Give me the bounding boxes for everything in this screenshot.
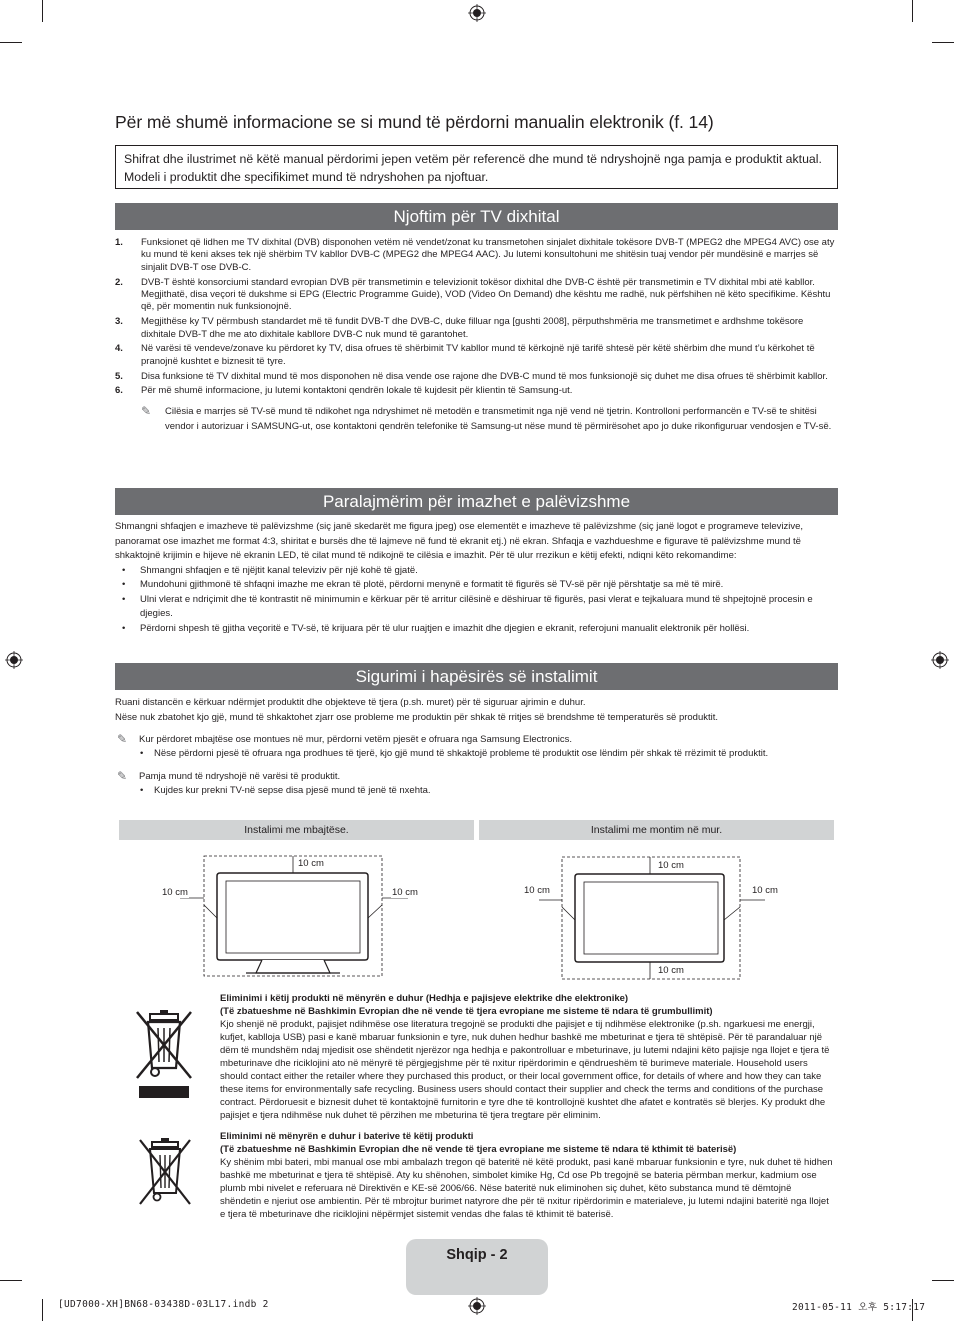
- list-item: [115, 622, 840, 637]
- intro-paragraph: Shmangni shfaqjen e imazheve të palëvizshme (siç janë skedarët me figura jpeg) ose elementët e imazheve të palëvizshme (siç janë logot e programeve televizive, panoramat ose imazhet me format 4:3, shiritat e bursës dhe të lajmeve në fund të ekranit etj.) në ekran. Shfaqja e vazhdueshme e figurave të palëvizshme mund të shkaktojnë krijimin e hijeve në ekranin LED, të cilat mund të ndikojnë te cilësia e imazhit. Për të ulur rrezikun e këtij efekti, ndiqni këto rekomandime:: [115, 521, 804, 561]
- crop-mark: [0, 42, 22, 43]
- pencil-note-icon: ✎: [141, 403, 152, 418]
- weee-disposal-text: [220, 992, 835, 1122]
- registration-mark-icon: [931, 651, 949, 669]
- reception-note: [117, 404, 840, 434]
- installation-body: [115, 696, 840, 798]
- crossed-bin-icon: [133, 1008, 195, 1100]
- disposal-title: Eliminimi në mënyrën e duhur i baterive të këtij produkti: [220, 1131, 474, 1142]
- crossed-battery-bin-icon: [137, 1136, 193, 1210]
- crop-mark: [912, 0, 913, 22]
- bullet-text: Përdorni shpesh të gjitha veçoritë e TV-së, të krijuara për të ulur ruajtjen e imazhit dhe djegien e ekranit, referojuni manualit elektronik për hollësi.: [140, 622, 750, 634]
- pencil-note-icon: ✎: [117, 732, 128, 746]
- disclaimer-box: Shifrat dhe ilustrimet në këtë manual përdorimi jepen vetëm për referencë dhe mund të ndryshojnë nga pamja e produktit aktual. Modeli i produktit dhe specifikimet mund të ndryshohen pa njoftuar.: [115, 145, 838, 189]
- list-item: [115, 578, 840, 593]
- item-text: Për më shumë informacione, ju lutemi kontaktoni qendrën lokale të kujdesit për klientin të Samsung-ut.: [141, 385, 573, 397]
- stand-installation-diagram: [150, 845, 440, 980]
- intro-paragraph: Ruani distancën e kërkuar ndërmjet produktit dhe objekteve të tjera (p.sh. muret) për të siguruar ajrimin e duhur.: [115, 697, 586, 708]
- disposal-title: Eliminimi i këtij produkti në mënyrën e duhur (Hedhja e pajisjeve elektrike dhe elektronike): [220, 993, 629, 1004]
- item-number: 4.: [115, 343, 123, 355]
- item-text: Funksionet që lidhen me TV dixhital (DVB) disponohen vetëm në vendet/zonat ku transmetohen sinjalet dixhitale tokësore DVB-T (MPEG2 dhe MPEG4 AVC) ose aty ku mund të keni akses tek një shërbim TV kabllor DVB-C (MPEG2 dhe MPEG4 AAC). Ju lutemi konsultohuni me shitësin tuaj vendor për mundësinë e marrjes së sinjalit DVB-T ose DVB-C.: [141, 237, 835, 273]
- footer-timestamp: 2011-05-11 오후 5:17:17: [792, 1302, 926, 1313]
- item-number: 1.: [115, 237, 123, 248]
- page-number: Shqip - 2: [446, 1247, 508, 1263]
- bullet-icon: •: [122, 622, 126, 634]
- clearance-top-label: 10 cm: [658, 860, 684, 871]
- list-item: [115, 385, 840, 397]
- list-item: [115, 593, 840, 622]
- battery-disposal-text: [220, 1130, 835, 1221]
- note-text: Pamja mund të ndryshojë në varësi të produktit.: [139, 770, 341, 782]
- digital-tv-list: [115, 237, 840, 434]
- section-heading-digital-tv: Njoftim për TV dixhital: [115, 203, 838, 230]
- bullet-icon: •: [140, 748, 144, 759]
- item-number: 2.: [115, 276, 123, 288]
- crop-mark: [0, 1280, 22, 1281]
- bullet-icon: •: [122, 579, 126, 590]
- bullet-icon: •: [140, 784, 144, 796]
- list-item: [115, 237, 840, 274]
- bullet-text: Kujdes kur prekni TV-në sepse disa pjesë mund të jenë të nxehta.: [154, 784, 431, 796]
- list-item: [115, 371, 840, 383]
- list-item: [115, 316, 840, 341]
- section-heading-installation-space: Sigurimi i hapësirës së instalimit: [115, 663, 838, 690]
- bullet-icon: •: [122, 564, 126, 576]
- disposal-subtitle: (Të zbatueshme në Bashkimin Evropian dhe në vende të tjera evropiane me sisteme të ndara të grumbullimit): [220, 1006, 713, 1017]
- list-item: [115, 343, 840, 368]
- item-text: Disa funksione të TV dixhital mund të mos disponohen në disa vende ose rajone dhe DVB-C mund të mos funksionojë siç duhet me disa ofrues të shërbimit kabllor.: [141, 370, 828, 382]
- list-item: [115, 564, 840, 579]
- clearance-left-label: 10 cm: [524, 885, 550, 896]
- bullet-icon: •: [122, 593, 126, 605]
- item-text: Në varësi të vendeve/zonave ku përdoret ky TV, disa ofrues të shërbimit TV kabllor mund të kërkojnë një tarifë shtesë për këtë shërbim dhe mund t’u kërkohet të pranojnë kushtet e biznesit të tyre.: [141, 343, 815, 367]
- clearance-right-label: 10 cm: [392, 887, 418, 898]
- bullet-text: Nëse përdorni pjesë të ofruara nga prodhues të tjerë, kjo gjë mund të shkaktojë probleme të produktit ose lëndim për shkak të rrëzimit të produktit.: [154, 748, 769, 759]
- item-number: 6.: [115, 385, 123, 397]
- appearance-note: [115, 769, 840, 784]
- item-number: 3.: [115, 316, 123, 328]
- registration-mark-icon: [468, 1297, 486, 1315]
- bullet-text: Shmangni shfaqjen e të njëjtit kanal televiziv për një kohë të gjatë.: [140, 564, 418, 576]
- stand-installation-label: Instalimi me mbajtëse.: [119, 820, 474, 840]
- list-item: [115, 277, 840, 314]
- still-images-body: [115, 520, 840, 636]
- crop-mark: [932, 1280, 954, 1281]
- clearance-right-label: 10 cm: [752, 885, 778, 896]
- section-heading-still-images: Paralajmërim për imazhet e palëvizshme: [115, 488, 838, 515]
- clearance-bottom-label: 10 cm: [658, 965, 684, 976]
- item-number: 5.: [115, 370, 123, 382]
- disposal-body: Kjo shenjë në produkt, pajisjet ndihmëse ose literatura tregojnë se produkti dhe pajisjet e tij ndihmëse elektronike (p.sh. ngarkuesi me energji, kufjet, kablloja USB) pasi e kanë mbaruar funksionin e tyre, nuk duhen hedhur bashkë me mbeturinat e tjera të shtëpisë. Për të parandaluar një dëm të mundshëm ndaj mjedisit ose shëndetit njerëzor nga hedhja e pakontrolluar e mbeturinave, ju lutemi ndajini këto pajisje nga llojet e tjera të mbeturinave dhe riciklojini ato në mënyrë të përgjegjshme për të nxitur ripërdorimin e qëndrueshëm të burimeve materiale. Household users should contact either the retailer where they purchased this product, or their local government office, for details of where and how they can take these items for environmentally safe recycling. Business users should contact their supplier and check the terms and conditions of the purchase contract. Përdoruesit e biznesit duhet të kontaktojnë furnitorin e tyre dhe të kontrollojnë kushtet dhe afatet e kontratës së blerjes. Ky produkt dhe pajisjet e tjera ndihmëse nuk duhet të përzihen me mbeturina të tjera tregtare për eliminim.: [220, 1019, 830, 1121]
- bullet-text: Ulni vlerat e ndriçimit dhe të kontrastit në minimumin e kërkuar për të arritur cilësinë e dëshiruar të figurës, pasi vlerat e tejkaluara mund të shpejtojnë procesin e djegies.: [140, 593, 813, 619]
- pencil-note-icon: ✎: [117, 768, 128, 783]
- registration-mark-icon: [5, 651, 23, 669]
- registration-mark-icon: [468, 4, 486, 22]
- clearance-left-label: 10 cm: [162, 887, 188, 898]
- note-text: Cilësia e marrjes së TV-së mund të ndikohet nga ndryshimet në metodën e transmetimit nga një vend në tjetrin. Kontrolloni performancën e TV-së te shitësi vendor i autorizuar i SAMSUNG-ut, ose kontaktoni qendrën telefonike të Samsung-ut nëse mund të përmirësohet apo jo duke rikonfiguruar vendosjen e TV-së.: [165, 405, 832, 432]
- wall-installation-diagram: [515, 852, 785, 982]
- disposal-body: Ky shënim mbi bateri, mbi manual ose mbi ambalazh tregon që bateritë në këtë produkt, pasi kanë mbaruar funksionin e tyre, nuk duhet të hidhen bashkë me mbeturinat e tjera të shtëpisë. Aty ku shënohen, simbolet kimike Hg, Cd ose Pb tregojnë se bateria përmban merkur, kadmium ose plumb mbi nivelet e referuara në Direktivën e KE-së 2006/66. Nëse bateritë nuk eliminohen siç duhet, këto substanca mund të dëmtojnë shëndetin e njeriut ose ambientin. Për të mbrojtur burimet natyrore dhe për të nxitur ripërdorimin e materialeve, ju lutemi ndajini bateritë nga llojet e tjera të mbeturinave dhe riciklojini nëpërmjet sistemit vendas dhe falas të kthimit të baterisë.: [220, 1157, 833, 1220]
- bullet-text: Mundohuni gjithmonë të shfaqni imazhe me ekran të plotë, përdorni menynë e formatit të figurës së TV-së për një përshtatje sa më të mirë.: [140, 579, 724, 590]
- list-item: [115, 784, 840, 799]
- intro-paragraph: Nëse nuk zbatohet kjo gjë, mund të shkaktohet zjarr ose probleme me produktin për shkak të rritjes së brendshme të temperaturës së produktit.: [115, 711, 719, 723]
- footer-filename: [UD7000-XH]BN68-03438D-03L17.indb 2: [58, 1299, 269, 1310]
- clearance-top-label: 10 cm: [298, 858, 324, 869]
- page-title: Për më shumë informacione se si mund të përdorni manualin elektronik (f. 14): [115, 112, 714, 132]
- wall-installation-label: Instalimi me montim në mur.: [479, 820, 834, 840]
- crop-mark: [42, 0, 43, 22]
- list-item: [115, 747, 840, 762]
- crop-mark: [42, 1299, 43, 1321]
- crop-mark: [932, 42, 954, 43]
- disposal-subtitle: (Të zbatueshme në Bashkimin Evropian dhe në vende të tjera evropiane me sisteme të ndara të kthimit të baterisë): [220, 1144, 737, 1155]
- note-text: Kur përdoret mbajtëse ose montues në mur, përdorni vetëm pjesët e ofruara nga Samsung Electronics.: [139, 734, 573, 745]
- item-text: DVB-T është konsorciumi standard evropian DVB për transmetimin e televizionit tokësor dixhital dhe DVB-C është për transmetimin e TV dixhital mbi atë kabllor. Megjithatë, disa veçori të dukshme si EPG (Electric Programme Guide), VOD (Video On Demand) dhe kështu me radhë, nuk përfshihen në këto specifikime. Kështu që, për momentin nuk funksionojnë.: [141, 276, 831, 313]
- item-text: Megjithëse ky TV përmbush standardet më të fundit DVB-T dhe DVB-C, duke filluar nga [gushti 2008], përputhshmëria me transmetimet e ardhshme tokësore dixhitale DVB-T dhe me ato dixhitale kabllore DVB-C nuk mund të garantohet.: [141, 316, 804, 340]
- wall-mount-note: [115, 732, 840, 747]
